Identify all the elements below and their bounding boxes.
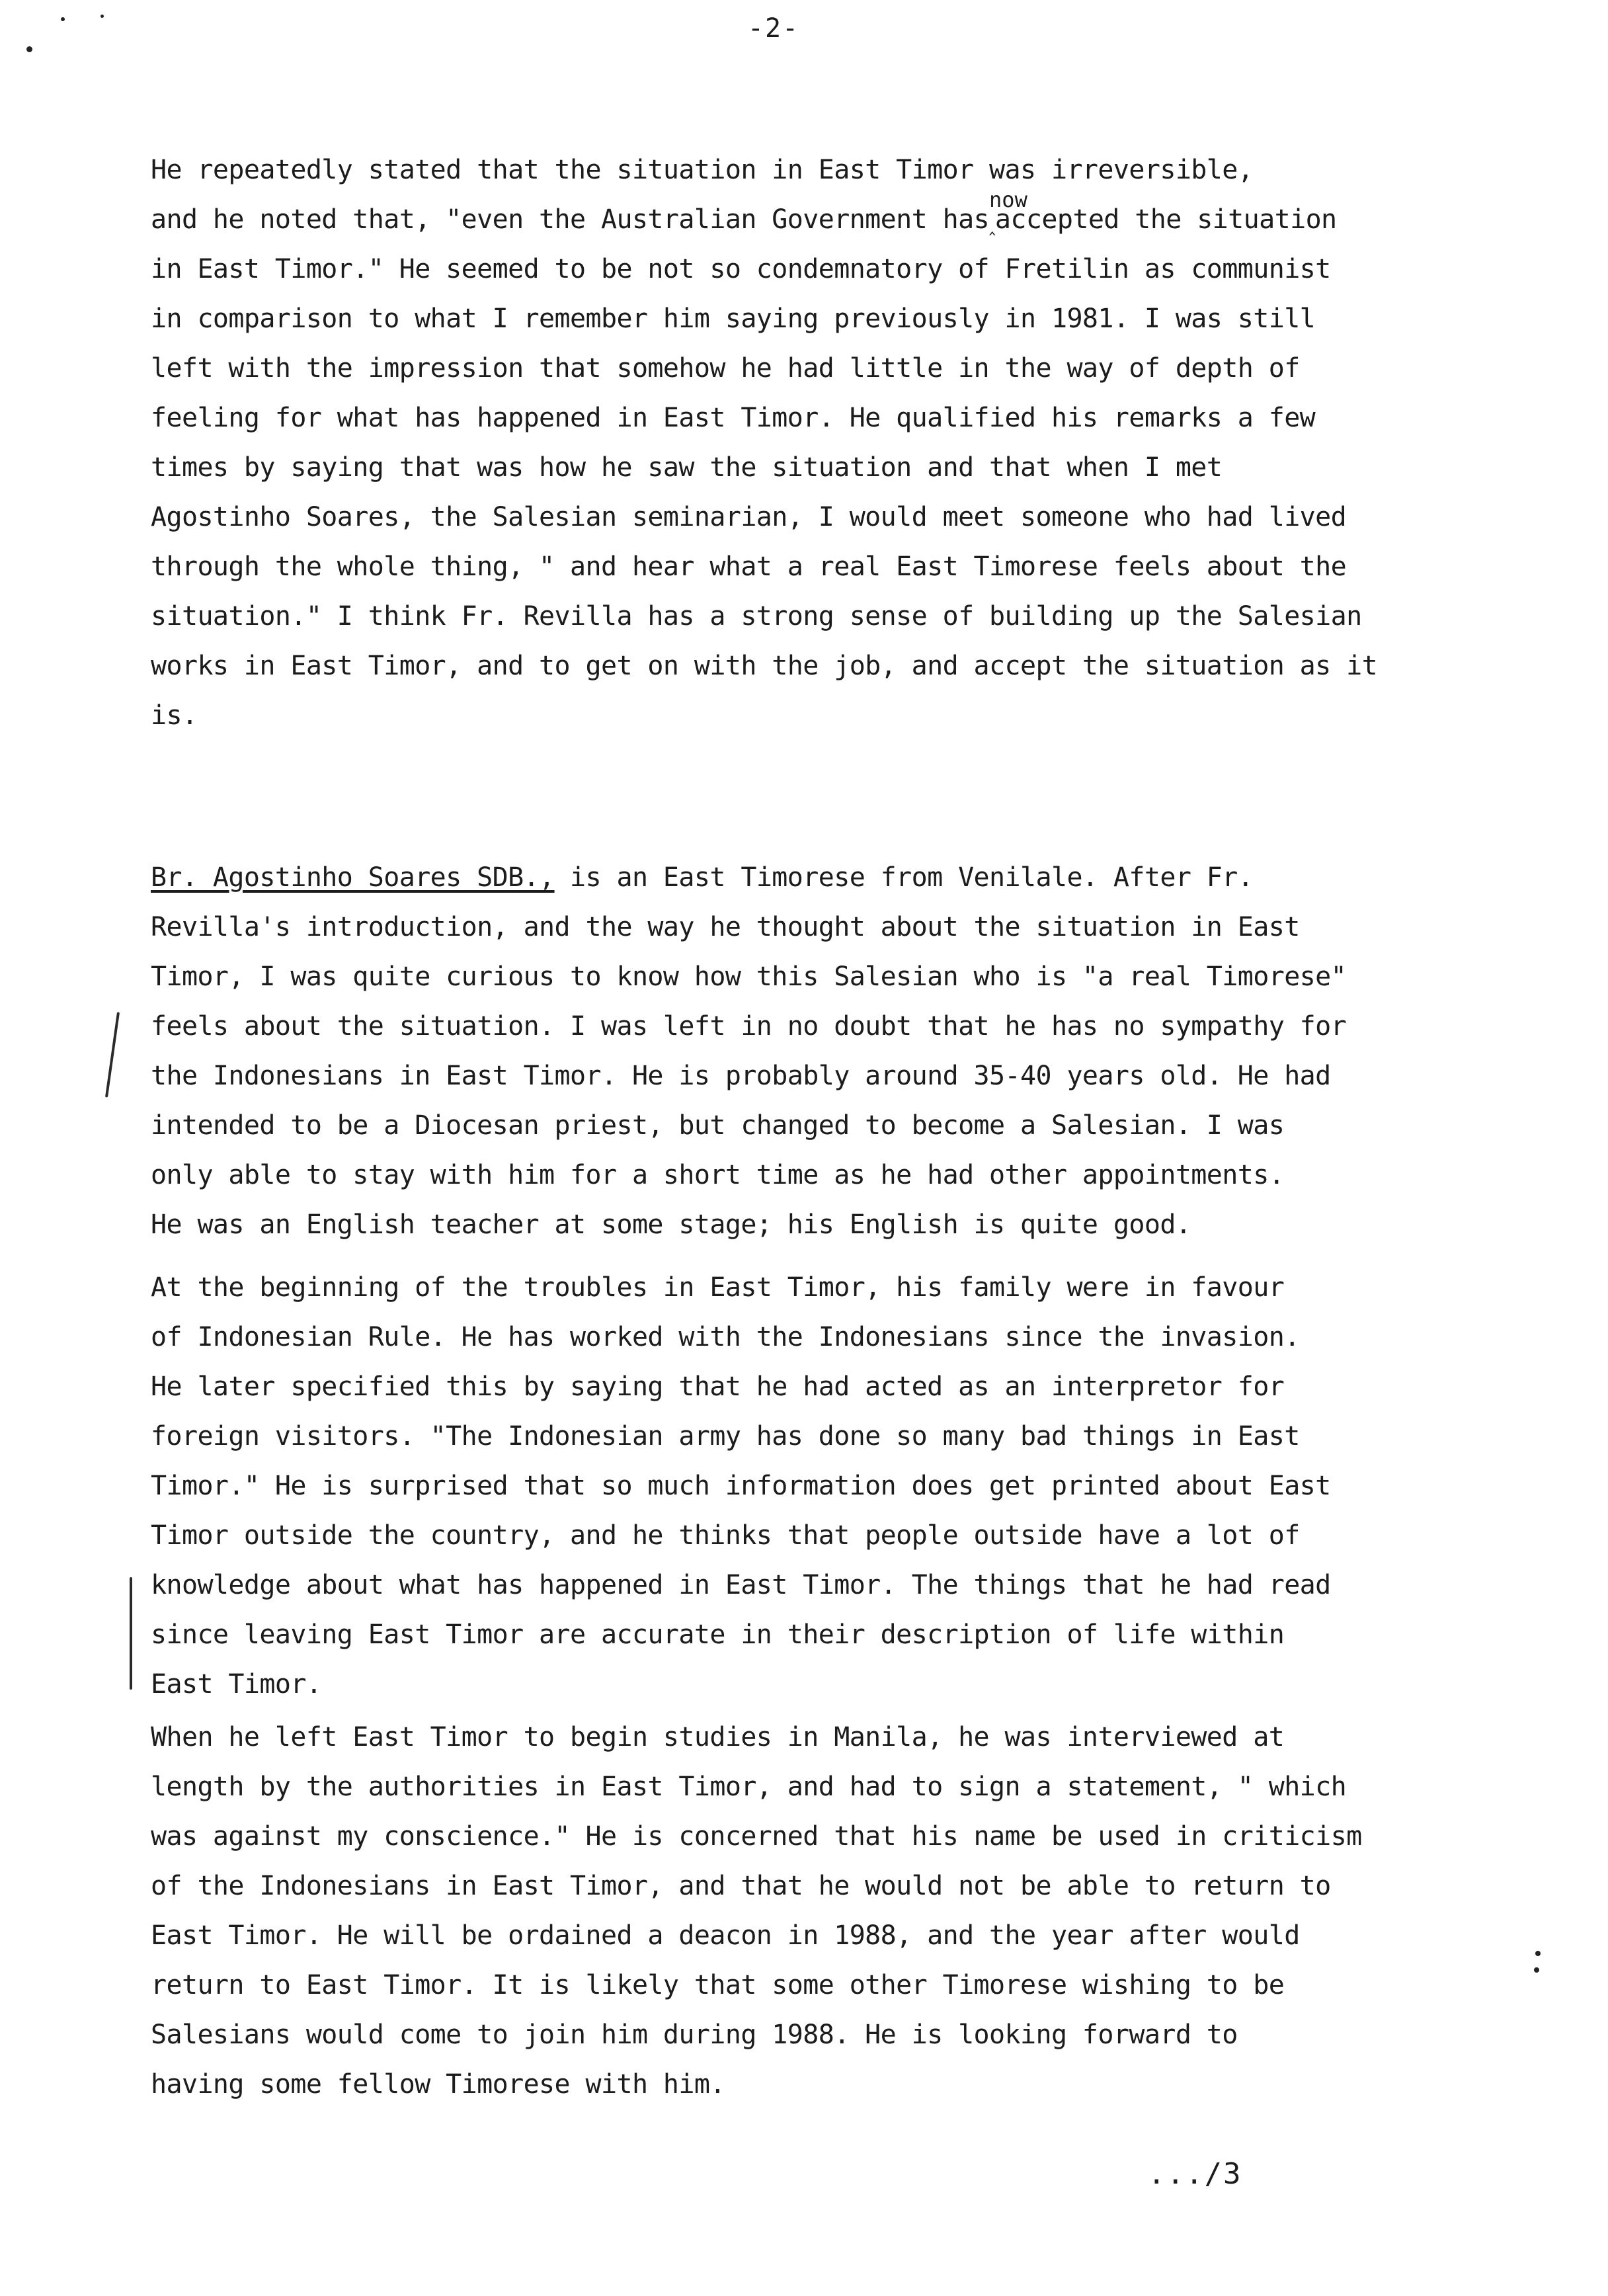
text-line: East Timor. He will be ordained a deacon in 1988, and the year after would [151, 1920, 1300, 1951]
text-line: only able to stay with him for a short time as he had other appointments. [151, 1160, 1285, 1190]
text-line: He repeatedly stated that the situation in East Timor was irreversible, [151, 155, 1254, 185]
text-line: Timor, I was quite curious to know how this Salesian who is "a real Timorese" [151, 962, 1347, 992]
page-number: -2- [747, 13, 800, 44]
text-line: times by saying that was how he saw the situation and that when I met [151, 452, 1223, 483]
text-line: foreign visitors. "The Indonesian army has done so many bad things in East [151, 1421, 1300, 1452]
text-segment: and he noted that, "even the Australian Government has [151, 204, 990, 235]
margin-annotation-line [130, 1577, 132, 1690]
text-line: the Indonesians in East Timor. He is probably around 35-40 years old. He had [151, 1061, 1331, 1091]
text-line: When he left East Timor to begin studies in Manila, he was interviewed at [151, 1722, 1285, 1752]
text-segment: accepted the situation [994, 204, 1337, 235]
text-line: Timor." He is surprised that so much information does get printed about East [151, 1471, 1331, 1501]
text-line: Revilla's introduction, and the way he thought about the situation in East [151, 912, 1300, 942]
text-line: length by the authorities in East Timor, and had to sign a statement, " which [151, 1772, 1347, 1802]
text-line: return to East Timor. It is likely that some other Timorese wishing to be [151, 1970, 1285, 2000]
text-line: works in East Timor, and to get on with the job, and accept the situation as it [151, 651, 1378, 681]
text-line: He was an English teacher at some stage; his English is quite good. [151, 1210, 1191, 1240]
text-line: through the whole thing, " and hear what a real East Timorese feels about the [151, 552, 1347, 582]
text-line: in East Timor." He seemed to be not so condemnatory of Fretilin as communist [151, 254, 1331, 284]
continuation-marker: .../3 [1148, 2157, 1242, 2191]
text-line: Agostinho Soares, the Salesian seminarian, I would meet someone who had lived [151, 502, 1347, 532]
text-line: Timor outside the country, and he thinks that people outside have a lot of [151, 1520, 1300, 1551]
text-line: feels about the situation. I was left in no doubt that he has no sympathy for [151, 1011, 1347, 1042]
scan-speck [61, 17, 65, 21]
text-line: left with the impression that somehow he had little in the way of depth of [151, 353, 1300, 384]
text-line: He later specified this by saying that he had acted as an interpretor for [151, 1372, 1285, 1402]
text-line: situation." I think Fr. Revilla has a strong sense of building up the Salesian [151, 601, 1362, 632]
scan-speck [1535, 1951, 1541, 1956]
text-line: At the beginning of the troubles in East Timor, his family were in favour [151, 1272, 1285, 1303]
text-line [151, 187, 1473, 245]
margin-annotation-line [105, 1012, 120, 1097]
insertion-caret: ‸ [989, 214, 995, 235]
text-line: was against my conscience." He is concerned that his name be used in criticism [151, 1821, 1362, 1852]
text-line: intended to be a Diocesan priest, but changed to become a Salesian. I was [151, 1110, 1285, 1141]
scan-speck [100, 15, 104, 18]
scan-speck [1534, 1967, 1539, 1973]
paragraph-revilla-views [151, 145, 1473, 741]
text-line: feeling for what has happened in East Timor. He qualified his remarks a few [151, 403, 1316, 433]
paragraph-family-background [151, 1263, 1473, 1709]
text-line [151, 853, 1473, 903]
person-name: Br. Agostinho Soares SDB., [151, 862, 555, 893]
text-segment: is an East Timorese from Venilale. After Fr. [554, 862, 1254, 893]
text-line: knowledge about what has happened in East Timor. The things that he had read [151, 1570, 1331, 1600]
scan-speck [26, 46, 32, 52]
text-line: having some fellow Timorese with him. [151, 2069, 725, 2100]
text-line: East Timor. [151, 1669, 322, 1700]
handwritten-insertion [989, 187, 1027, 249]
text-line: of the Indonesians in East Timor, and that he would not be able to return to [151, 1871, 1331, 1901]
text-line: is. [151, 700, 198, 731]
text-line: of Indonesian Rule. He has worked with the Indonesians since the invasion. [151, 1322, 1300, 1352]
text-line: since leaving East Timor are accurate in their description of life within [151, 1620, 1285, 1650]
paragraph-manila-studies [151, 1713, 1473, 2110]
text-line: in comparison to what I remember him saying previously in 1981. I was still [151, 304, 1316, 334]
paragraph-soares-intro [151, 853, 1473, 1250]
text-line: Salesians would come to join him during 1988. He is looking forward to [151, 2020, 1238, 2050]
inserted-word: now [989, 187, 1027, 212]
